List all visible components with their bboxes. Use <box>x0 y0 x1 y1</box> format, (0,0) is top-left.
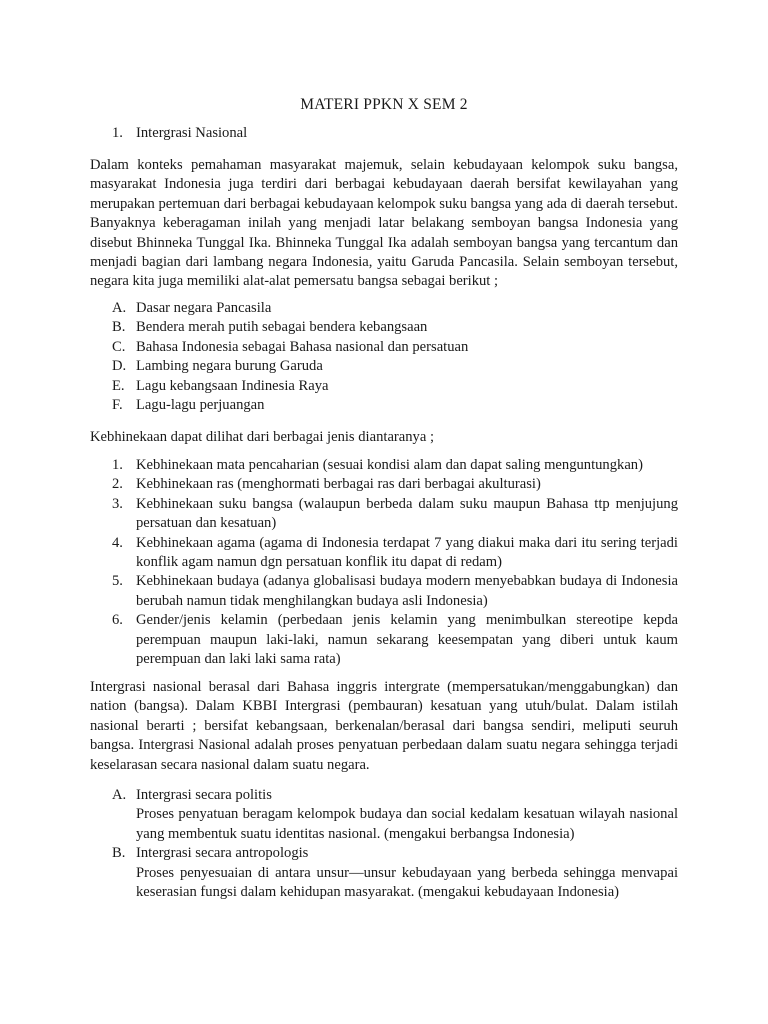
list-item <box>90 299 678 318</box>
list-item <box>90 844 678 902</box>
paragraph-3: Intergrasi nasional berasal dari Bahasa inggris intergrate (mempersatukan/menggabungkan) dan nation (bangsa). Dalam KBBI Intergrasi (pembauran) kesatuan yang utuh/bulat. Dalam istilah nasional berarti ; bersifat kebangsaan, berkenalan/berasal dari bangsa sendiri, meliputi seuruh bangsa. Intergrasi Nasional adalah proses penyatuan perbedaan dalam suatu negara sehingga terjadi keselarasan secara nasional dalam suatu negara. <box>90 679 678 773</box>
list-item <box>90 495 678 534</box>
list-item <box>90 534 678 573</box>
intergrasi-list <box>90 786 678 902</box>
list-marker: A. <box>112 300 127 316</box>
list-text: Bahasa Indonesia sebagai Bahasa nasional dan persatuan <box>136 338 469 355</box>
paragraph-2-block <box>90 428 678 447</box>
document-title: MATERI PPKN X SEM 2 <box>300 96 468 113</box>
list-item <box>90 475 678 494</box>
paragraph-1: Dalam konteks pemahaman masyarakat majemuk, selain kebudayaan kelompok suku bangsa, masyarakat Indonesia juga terdiri dari berbagai kebudayaan daerah bersifat kewilayahan yang merupakan pertemuan dari berbagai kebudayaan kelompok suku bangsa yang ada di daerah tersebut. Banyaknya keberagaman inilah yang menjadi latar belakang semboyan bangsa Indonesia yang disebut Bhinneka Tunggal Ika. Bhinneka Tunggal Ika adalah semboyan bangsa yang tercantum dan menjadi bagian dari lambang negara Indonesia, yaitu Garuda Pancasila. Selain semboyan tersebut, negara kita juga memiliki alat-alat pemersatu bangsa sebagai berikut ; <box>90 157 678 290</box>
heading-marker: 1. <box>112 125 123 141</box>
list-item <box>90 786 678 844</box>
list-text: Kebhinekaan ras (menghormati berbagai ras dari berbagai akulturasi) <box>136 476 541 493</box>
list-marker: D. <box>112 358 127 375</box>
list-item <box>90 396 678 415</box>
list-text: Kebhinekaan agama (agama di Indonesia terdapat 7 yang diakui maka dari itu sering terjadi konflik agam namun dgn persatuan konflik itu dapat di redam) <box>136 534 678 571</box>
list-item <box>90 357 678 376</box>
list-marker: 3. <box>112 495 123 512</box>
list-marker: 5. <box>112 573 123 590</box>
list-text: Lagu-lagu perjuangan <box>136 397 265 414</box>
list-item <box>90 572 678 611</box>
section-heading <box>90 124 678 143</box>
intergrasi-list-block <box>90 786 678 902</box>
list-text: Dasar negara Pancasila <box>136 300 272 316</box>
heading-text: Intergrasi Nasional <box>136 125 248 141</box>
list-marker: A. <box>112 787 127 803</box>
list-text: Gender/jenis kelamin (perbedaan jenis kelamin yang menimbulkan stereotipe kepda perempuan maupun laki-laki, namun sekarang keesempatan yang diberi untuk kaum perempuan dan laki laki sama rata) <box>136 612 678 668</box>
list-marker: E. <box>112 377 125 394</box>
list-marker: C. <box>112 338 126 355</box>
list-text: Lagu kebangsaan Indinesia Raya <box>136 377 329 394</box>
list-item <box>90 456 678 475</box>
list-marker: 6. <box>112 612 123 629</box>
pemersatu-list-block <box>90 299 678 415</box>
list-item <box>90 338 678 357</box>
list-marker: 1. <box>112 457 123 473</box>
kebhinekaan-list-block <box>90 456 678 669</box>
list-marker: B. <box>112 319 126 336</box>
list-item <box>90 377 678 396</box>
list-text: Bendera merah putih sebagai bendera kebangsaan <box>136 319 428 336</box>
list-text: Intergrasi secara antropologis <box>136 845 309 862</box>
list-item <box>90 611 678 669</box>
list-marker: 2. <box>112 476 123 493</box>
heading-item <box>90 124 678 143</box>
pemersatu-list <box>90 299 678 415</box>
list-text: Kebhinekaan mata pencaharian (sesuai kondisi alam dan dapat saling menguntungkan) <box>136 457 643 473</box>
list-marker: B. <box>112 845 126 862</box>
list-marker: F. <box>112 397 123 414</box>
paragraph-3-block <box>90 678 678 775</box>
paragraph-1-block <box>90 156 678 292</box>
list-text: Kebhinekaan budaya (adanya globalisasi budaya modern menyebabkan budaya di Indonesia berubah namun tidak menghilangkan budaya asli Indonesia) <box>136 573 678 609</box>
heading-list <box>90 124 678 143</box>
list-description: Proses penyesuaian di antara unsur—unsur kebudayaan yang berbeda sehingga menvapai keserasian fungsi dalam kehidupan masyarakat. (mengakui kebudayaan Indonesia) <box>136 864 678 901</box>
kebhinekaan-list <box>90 456 678 669</box>
list-item <box>90 318 678 337</box>
list-text: Kebhinekaan suku bangsa (walaupun berbeda dalam suku maupun Bahasa ttp menjujung persatuan dan kesatuan) <box>136 495 678 532</box>
list-text: Intergrasi secara politis <box>136 787 272 803</box>
paragraph-2: Kebhinekaan dapat dilihat dari berbagai jenis diantaranya ; <box>90 429 435 445</box>
list-text: Lambing negara burung Garuda <box>136 358 323 375</box>
list-description: Proses penyatuan beragam kelompok budaya dan social kedalam kesatuan wilayah nasional yang membentuk suatu identitas nasional. (mengakui berbangsa Indonesia) <box>136 806 678 842</box>
list-marker: 4. <box>112 534 123 551</box>
